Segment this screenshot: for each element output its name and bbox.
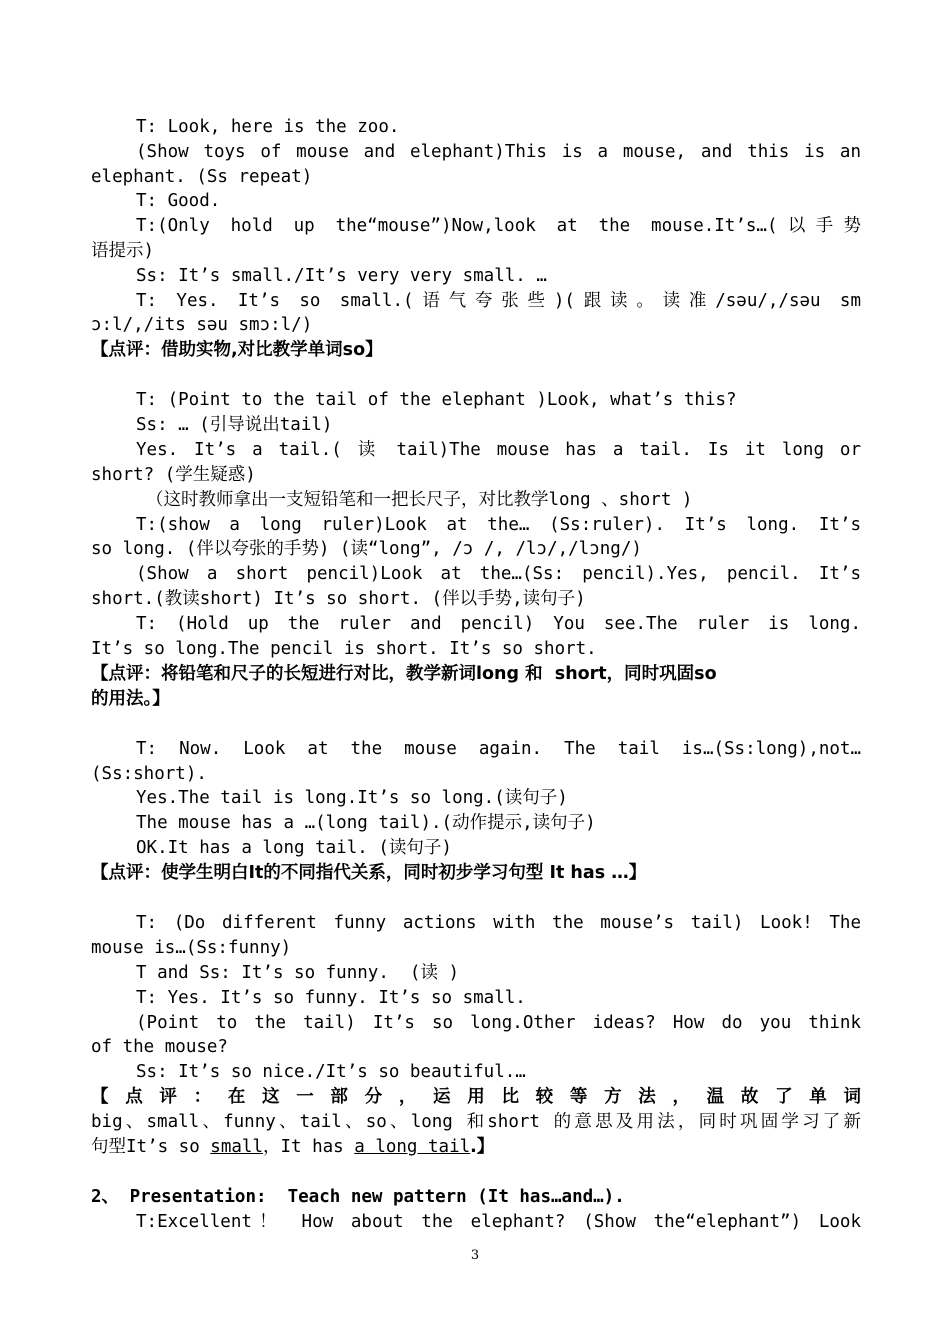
text-line: Ss: It’s so nice./It’s so beautiful.…: [136, 1062, 526, 1082]
text-line: It’s so long.The pencil is short. It’s so short.: [91, 639, 597, 659]
text-line: [91, 1135, 861, 1160]
text-line: so long. (伴以夸张的手势) (读“long”, /ɔ /, /lɔ/,/lɔng/): [91, 539, 642, 559]
text-segment: 句型It’s so: [91, 1137, 211, 1157]
section-heading: 2、 Presentation: Teach new pattern (It has…and…).: [91, 1187, 625, 1207]
text-line: (Show a short pencil)Look at the…(Ss: pencil).Yes, pencil. It’s: [136, 564, 861, 584]
comment-line: 【点评：借助实物,对比教学单词so】: [91, 340, 383, 360]
text-line: T: (Do different funny actions with the mouse’s tail) Look! The: [136, 913, 861, 933]
text-line: ɔ:l/,/its səu smɔ:l/): [91, 315, 313, 335]
comment-line: 【点评：将铅笔和尺子的长短进行对比，教学新词long 和 short，同时巩固so: [91, 664, 717, 684]
text-line: (Ss:short).: [91, 764, 207, 784]
text-line: T: Good.: [136, 191, 221, 211]
comment-line: 【点评：在这一部分，运用比较等方法，温故了单词: [91, 1087, 861, 1107]
text-line: T: Now. Look at the mouse again. The tail is…(Ss:long),not…: [136, 739, 861, 759]
text-line: T:Excellent！ How about the elephant? (Show the“elephant”) Look: [136, 1212, 861, 1232]
text-line: The mouse has a …(long tail).(动作提示,读句子): [136, 813, 596, 833]
text-line: short.(教读short) It’s so short. (伴以手势,读句子): [91, 589, 586, 609]
text-line: T: (Hold up the ruler and pencil) You see.The ruler is long.: [136, 614, 861, 634]
text-line: （这时教师拿出一支短铅笔和一把长尺子，对比教学long 、short ): [146, 490, 693, 510]
text-line: elephant. (Ss repeat): [91, 167, 313, 187]
text-line: Ss: … (引导说出tail): [136, 415, 333, 435]
page-number: 3: [470, 1248, 480, 1263]
text-line: Yes.The tail is long.It’s so long.(读句子): [136, 788, 568, 808]
comment-line: 【点评：使学生明白It的不同指代关系，同时初步学习句型 It has …】: [91, 863, 647, 883]
text-line: (Show toys of mouse and elephant)This is a mouse, and this is an: [136, 142, 861, 162]
text-segment: ，It has: [262, 1137, 355, 1157]
text-line: Yes. It’s a tail.( 读 tail)The mouse has a tail. Is it long or: [136, 440, 861, 460]
text-line: T: (Point to the tail of the elephant )Look, what’s this?: [136, 390, 737, 410]
text-line: T: Yes. It’s so funny. It’s so small.: [136, 988, 526, 1008]
text-line: (Point to the tail) It’s so long.Other ideas? How do you think: [136, 1013, 861, 1033]
underlined-text: small: [210, 1137, 263, 1157]
text-line: big、small、funny、tail、so、long 和short 的意思及用法，同时巩固学习了新: [91, 1112, 861, 1132]
text-line: T: Yes. It’s so small.(语气夸张些)(跟读。读准/səu/,/səu sm: [136, 291, 861, 311]
text-line: 语提示): [91, 241, 155, 261]
comment-line: 的用法。】: [91, 689, 170, 709]
underlined-text: a long tail: [354, 1137, 471, 1157]
text-line: OK.It has a long tail. (读句子): [136, 838, 452, 858]
text-line: T: Look, here is the zoo.: [136, 117, 400, 137]
text-line: T:(show a long ruler)Look at the… (Ss:ruler). It’s long. It’s: [136, 515, 861, 535]
text-segment: .】: [470, 1137, 495, 1157]
text-line: T:(Only hold up the“mouse”)Now,look at the mouse.It’s…(以手势: [136, 216, 861, 236]
text-line: T and Ss: It’s so funny. (读 ): [136, 963, 460, 983]
text-line: short? (学生疑惑): [91, 465, 256, 485]
text-line: of the mouse?: [91, 1037, 228, 1057]
text-line: Ss: It’s small./It’s very very small. …: [136, 266, 547, 286]
text-line: mouse is…(Ss:funny): [91, 938, 292, 958]
